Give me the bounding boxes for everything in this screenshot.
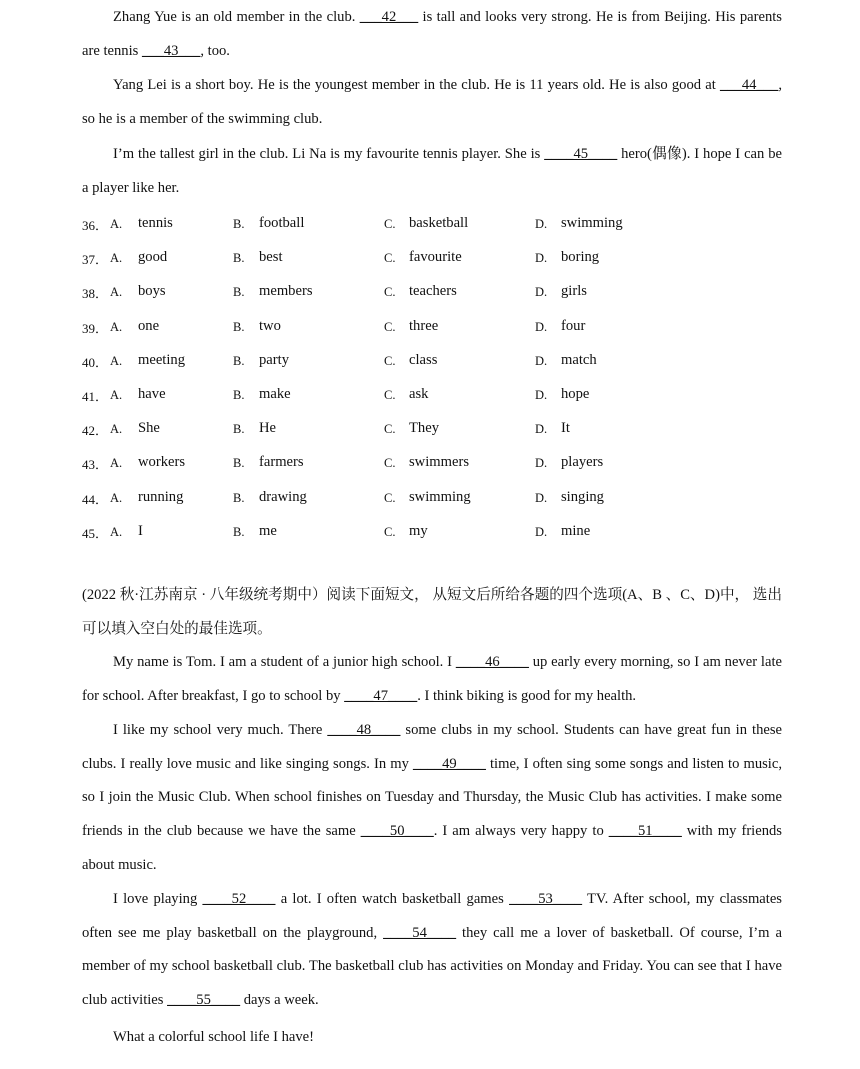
text: some clubs in my school. Students can have great fun in these clubs. I really love music and like singing songs. In my	[82, 722, 782, 772]
text: I’m the tallest girl in the club. Li Na is my favourite tennis player. She is	[113, 146, 545, 162]
option-d-text: swimming	[561, 215, 623, 231]
text: TV. After school, my classmates often see me play basketball on the playground,	[82, 891, 782, 941]
option-a-label: A.	[110, 285, 123, 300]
text: . I think biking is good for my health.	[417, 687, 637, 704]
question-row	[82, 420, 782, 440]
passage2-paragraph-1	[82, 646, 782, 713]
question-row	[82, 523, 782, 543]
text: Yang Lei is a short boy. He is the youngest member in the club. He is 11 years old. He is also good at	[113, 77, 720, 93]
option-d-label: D.	[535, 285, 548, 300]
option-b-label: B.	[233, 217, 245, 231]
text: . I am always very happy to	[433, 823, 609, 840]
question-number: 44．	[82, 491, 109, 507]
option-d-label: D.	[535, 388, 548, 402]
passage2-paragraph-3	[82, 883, 782, 1018]
text: they call me a lover of basketball. Of course, I’m a member of my school basketball club. The basketball club has activities on Monday and Friday. You can see that I have club activities	[82, 924, 782, 1009]
option-d-text: players	[561, 454, 604, 471]
question-row	[82, 386, 782, 406]
passage1-paragraph-3	[82, 138, 782, 205]
option-a-text: I	[138, 522, 143, 539]
option-d-text: singing	[561, 488, 604, 505]
question-row	[82, 215, 782, 235]
option-b-text: He	[259, 420, 277, 437]
option-c-label: C.	[384, 388, 396, 402]
blank-49: ____49____	[412, 755, 486, 772]
passage2-source-instruction: (2022 秋·江苏南京 · 八年级统考期中）阅读下面短文， 从短文后所给各题的四个选项(A、B 、C、D)中， 选出可以填入空白处的最佳选项。	[82, 587, 782, 637]
blank-48: ____48____	[327, 722, 401, 738]
option-b-label: B.	[233, 285, 245, 300]
option-b-label: B.	[233, 490, 245, 505]
blank-53: ____53____	[509, 891, 583, 907]
option-b-text: two	[259, 317, 281, 334]
option-d-label: D.	[535, 217, 548, 231]
option-d-label: D.	[535, 490, 548, 505]
passage2-paragraph-2	[82, 714, 782, 883]
option-a-label: A.	[110, 524, 123, 539]
option-a-label: A.	[110, 217, 123, 231]
option-b-text: football	[259, 215, 305, 231]
question-row	[82, 249, 782, 269]
option-b-text: make	[259, 386, 291, 402]
passage1-paragraph-1	[82, 1, 782, 68]
option-a-label: A.	[110, 251, 123, 266]
text: up early every morning, so I am never late for school. After breakfast, I go to school by	[82, 654, 782, 704]
option-b-label: B.	[233, 422, 245, 437]
option-d-text: mine	[561, 522, 591, 539]
question-number: 41．	[82, 389, 109, 404]
question-number: 39．	[82, 320, 109, 336]
option-b-label: B.	[233, 319, 245, 334]
option-c-text: class	[409, 351, 438, 368]
option-c-text: They	[409, 420, 439, 437]
text: days a week.	[240, 992, 319, 1009]
blank-47: ____47____	[344, 687, 418, 704]
text: with my friends about music.	[82, 823, 782, 873]
question-number: 36．	[82, 218, 109, 233]
option-a-label: A.	[110, 422, 123, 437]
option-b-label: B.	[233, 524, 245, 539]
option-c-text: swimming	[409, 488, 471, 505]
option-c-text: favourite	[409, 249, 462, 266]
question-row	[82, 283, 782, 303]
question-row	[82, 352, 782, 372]
blank-55: ____55____	[167, 992, 241, 1009]
option-c-text: ask	[409, 386, 429, 402]
question-number: 40．	[82, 354, 109, 370]
option-a-text: workers	[138, 454, 186, 471]
blank-46: ____46____	[455, 654, 529, 670]
question-number: 37．	[82, 252, 109, 268]
option-b-text: drawing	[259, 488, 307, 505]
option-d-text: hope	[561, 386, 590, 402]
option-a-text: one	[138, 317, 160, 334]
blank-50: ____50____	[360, 823, 434, 840]
option-b-text: party	[259, 351, 289, 368]
option-b-text: members	[259, 283, 313, 300]
text: , too.	[200, 42, 230, 59]
passage1-paragraph-2	[82, 69, 782, 136]
option-a-label: A.	[110, 388, 123, 402]
option-d-label: D.	[535, 353, 548, 368]
blank-52: ____52____	[202, 891, 276, 907]
option-d-label: D.	[535, 524, 548, 539]
option-a-label: A.	[110, 456, 123, 471]
option-c-text: three	[409, 317, 439, 334]
option-a-text: running	[138, 488, 184, 505]
question-number: 42．	[82, 423, 109, 439]
blank-45: ____45____	[544, 146, 618, 162]
option-a-text: boys	[138, 283, 166, 300]
option-a-label: A.	[110, 490, 123, 505]
option-c-label: C.	[384, 285, 396, 300]
text: hero(偶像). I hope I can be a player like her.	[82, 146, 782, 196]
option-a-text: tennis	[138, 215, 173, 231]
option-b-label: B.	[233, 251, 245, 266]
option-c-label: C.	[384, 524, 396, 539]
question-number: 38．	[82, 286, 109, 302]
option-c-label: C.	[384, 490, 396, 505]
option-d-text: It	[561, 420, 570, 437]
option-c-label: C.	[384, 456, 396, 471]
text: I love playing	[113, 891, 203, 907]
option-d-label: D.	[535, 456, 548, 471]
option-c-text: teachers	[409, 283, 457, 300]
passage2-paragraph-4: What a colorful school life I have!	[113, 1029, 314, 1045]
option-d-text: match	[561, 351, 597, 368]
option-a-text: She	[138, 420, 160, 437]
text: is tall and looks very strong. He is from Beijing. His parents are tennis	[82, 9, 782, 59]
blank-43: ___43___	[141, 42, 201, 59]
question-row	[82, 318, 782, 338]
option-c-label: C.	[384, 251, 396, 266]
text: My name is Tom. I am a student of a junior high school. I	[113, 654, 456, 670]
text: Zhang Yue is an old member in the club.	[113, 9, 360, 25]
option-d-text: girls	[561, 283, 587, 300]
option-c-text: my	[409, 522, 428, 539]
option-a-label: A.	[110, 353, 123, 368]
option-b-label: B.	[233, 456, 245, 471]
option-b-text: farmers	[259, 454, 304, 471]
question-row	[82, 454, 782, 474]
text: time, I often sing some songs and listen to music, so I join the Music Club. When school finishes on Tuesday and Thursday, the Music Club has activities. I make some friends in the club because we have the same	[82, 755, 782, 840]
option-a-label: A.	[110, 319, 123, 334]
option-b-text: me	[259, 522, 277, 539]
question-row	[82, 489, 782, 509]
text: I like my school very much. There	[113, 722, 328, 738]
option-d-label: D.	[535, 422, 548, 437]
question-number: 43．	[82, 457, 109, 473]
option-d-text: boring	[561, 249, 600, 266]
text: , so he is a member of the swimming club.	[82, 77, 782, 127]
option-b-label: B.	[233, 353, 245, 368]
option-b-text: best	[259, 249, 283, 266]
option-d-text: four	[561, 317, 586, 334]
option-c-label: C.	[384, 319, 396, 334]
option-c-label: C.	[384, 353, 396, 368]
blank-51: ____51____	[608, 823, 682, 840]
option-d-label: D.	[535, 319, 548, 334]
blank-42: ___42___	[359, 9, 419, 25]
option-b-label: B.	[233, 388, 245, 402]
option-a-text: meeting	[138, 351, 186, 368]
blank-54: ____54____	[383, 924, 457, 941]
option-a-text: have	[138, 386, 166, 402]
text: a lot. I often watch basketball games	[275, 891, 510, 907]
option-d-label: D.	[535, 251, 548, 266]
blank-44: ___44___	[719, 77, 779, 93]
option-c-label: C.	[384, 217, 396, 231]
question-number: 45．	[82, 525, 109, 541]
option-a-text: good	[138, 249, 168, 266]
option-c-text: basketball	[409, 215, 469, 231]
option-c-text: swimmers	[409, 454, 469, 471]
option-c-label: C.	[384, 422, 396, 437]
